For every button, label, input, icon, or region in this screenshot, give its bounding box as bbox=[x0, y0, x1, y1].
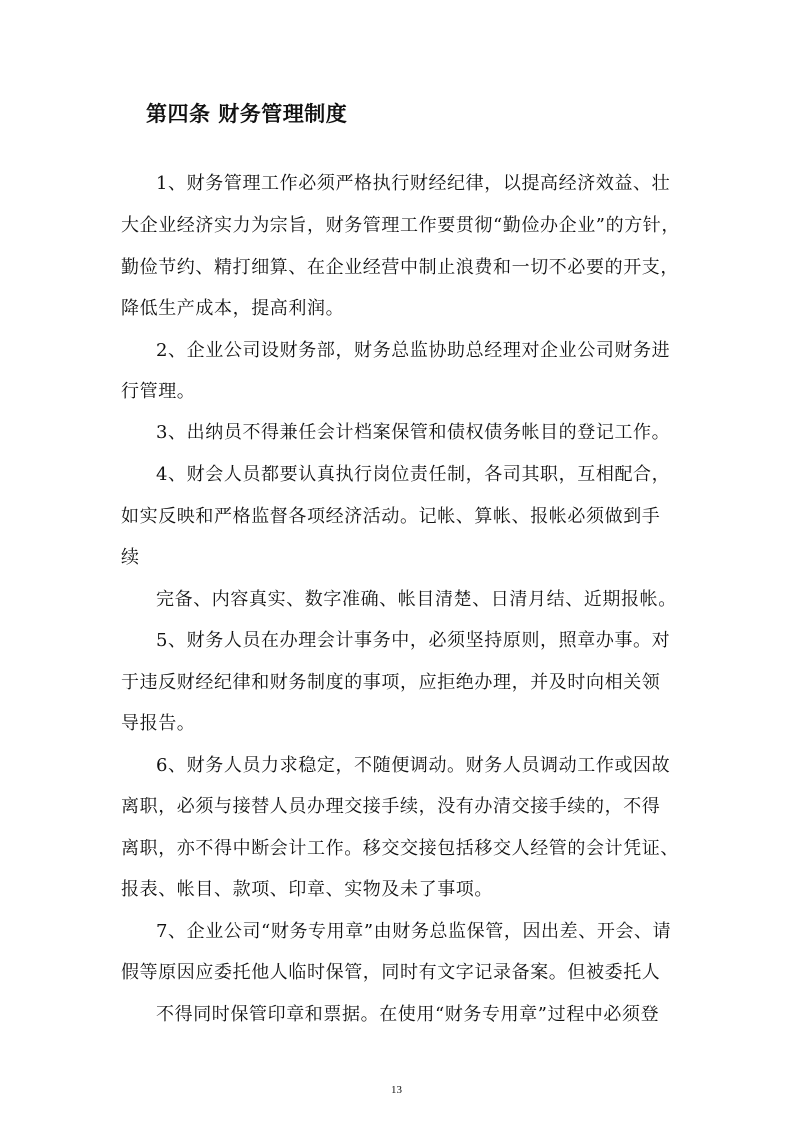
paragraph-line: 6、财务人员力求稳定，不随便调动。财务人员调动工作或因故 bbox=[156, 755, 671, 776]
paragraph-line: 不得同时保管印章和票据。在使用“财务专用章”过程中必须登 bbox=[156, 1004, 660, 1025]
paragraph-line: 报表、帐目、款项、印章、实物及未了事项。 bbox=[121, 879, 493, 900]
paragraph-line: 如实反映和严格监督各项经济活动。记帐、算帐、报帐必须做到手 bbox=[121, 506, 661, 527]
paragraph-line: 1、财务管理工作必须严格执行财经纪律，以提高经济效益、壮 bbox=[156, 173, 671, 194]
paragraph-line: 3、出纳员不得兼任会计档案保管和债权债务帐目的登记工作。 bbox=[156, 422, 671, 443]
paragraph-line: 离职，必须与接替人员办理交接手续，没有办清交接手续的，不得 bbox=[121, 796, 661, 817]
paragraph-line: 行管理。 bbox=[121, 381, 196, 402]
paragraph-line: 降低生产成本，提高利润。 bbox=[121, 298, 345, 319]
paragraph-line: 离职，亦不得中断会计工作。移交交接包括移交人经管的会计凭证、 bbox=[121, 838, 679, 859]
paragraph-line: 勤俭节约、精打细算、在企业经营中制止浪费和一切不必要的开支， bbox=[121, 257, 679, 278]
paragraph-line: 大企业经济实力为宗旨，财务管理工作要贯彻“勤俭办企业”的方针， bbox=[121, 215, 681, 236]
paragraph-line: 完备、内容真实、数字准确、帐目清楚、日清月结、近期报帐。 bbox=[156, 589, 677, 610]
paragraph-line: 7、企业公司“财务专用章”由财务总监保管，因出差、开会、请 bbox=[156, 921, 672, 942]
page-number: 13 bbox=[391, 1084, 402, 1096]
paragraph-line: 5、财务人员在办理会计事务中，必须坚持原则，照章办事。对 bbox=[156, 630, 671, 651]
paragraph-line: 续 bbox=[121, 547, 140, 568]
paragraph-line: 于违反财经纪律和财务制度的事项，应拒绝办理，并及时向相关领 bbox=[121, 672, 661, 693]
paragraph-line: 4、财会人员都要认真执行岗位责任制，各司其职，互相配合， bbox=[156, 464, 671, 485]
section-title: 第四条 财务管理制度 bbox=[146, 102, 348, 126]
paragraph-line: 假等原因应委托他人临时保管，同时有文字记录备案。但被委托人 bbox=[121, 962, 661, 983]
paragraph-line: 2、企业公司设财务部，财务总监协助总经理对企业公司财务进 bbox=[156, 340, 671, 361]
paragraph-line: 导报告。 bbox=[121, 713, 196, 734]
